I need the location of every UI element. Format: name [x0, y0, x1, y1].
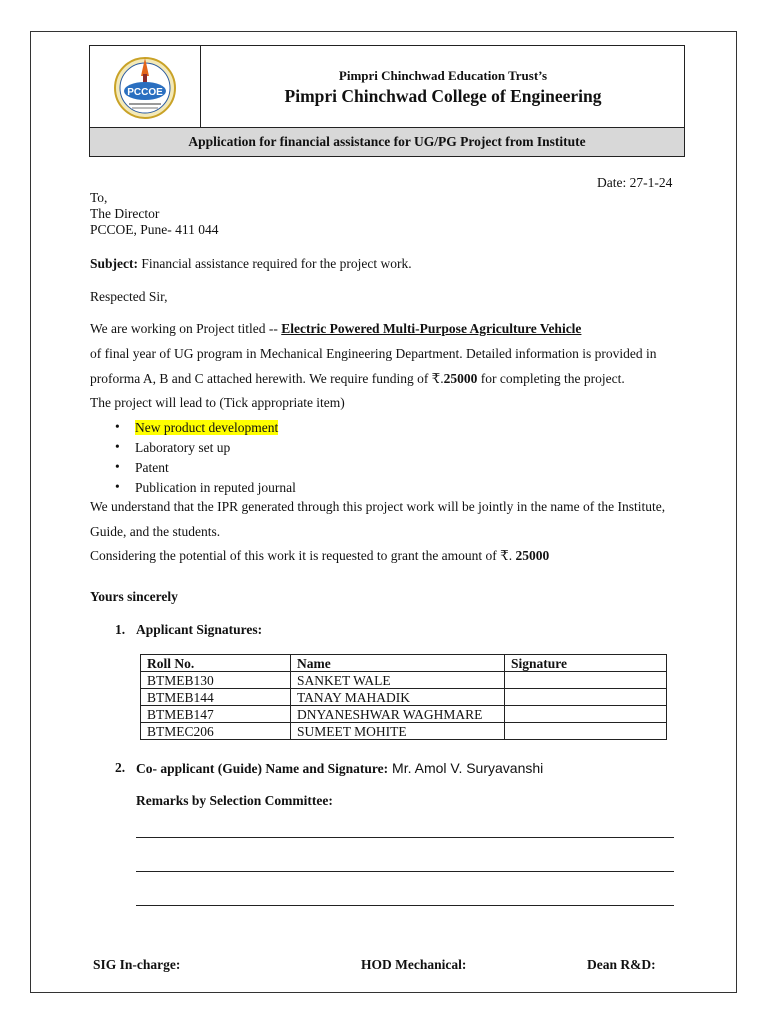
table-row: [141, 689, 667, 706]
hod-label: HOD Mechanical:: [361, 957, 467, 972]
remarks-line[interactable]: [136, 837, 674, 838]
remarks-line[interactable]: [136, 871, 674, 872]
to-line: To,: [90, 190, 108, 205]
table-row: [141, 706, 667, 723]
list-item: Publication in reputed journal: [135, 480, 296, 495]
recipient: The Director: [90, 206, 160, 221]
closing: Yours sincerely: [90, 589, 178, 604]
para1-line1: [90, 321, 581, 337]
guide-line: [136, 760, 543, 777]
subject-line: [90, 256, 412, 272]
college-logo-icon: [89, 46, 199, 126]
subject-label: Subject:: [90, 256, 138, 271]
lead-to-line: The project will lead to (Tick appropriate item): [90, 395, 345, 410]
table-row: [141, 672, 667, 689]
guide-number: 2.: [115, 760, 126, 775]
request-line: [90, 548, 549, 564]
guide-label: Co- applicant (Guide) Name and Signature:: [136, 761, 389, 776]
para1-line2: of final year of UG program in Mechanical Engineering Department. Detailed information is provided in: [90, 346, 657, 361]
project-title: Electric Powered Multi-Purpose Agriculture Vehicle: [281, 321, 582, 336]
column-header: Name: [291, 655, 505, 672]
form-title: Application for financial assistance for UG/PG Project from Institute: [89, 127, 685, 157]
request-prefix: Considering the potential of this work it is requested to grant the amount of ₹.: [90, 548, 516, 563]
sig-incharge-label: SIG In-charge:: [93, 957, 181, 972]
signature-cell[interactable]: [505, 706, 667, 723]
applicants-number: 1.: [115, 622, 126, 637]
name-cell: SUMEET MOHITE: [291, 723, 505, 740]
para1-line3-prefix: proforma A, B and C attached herewith. We require funding of ₹.: [90, 371, 444, 386]
request-amount: 25000: [515, 548, 550, 563]
ipr-line1: We understand that the IPR generated through this project work will be jointly in the name of the Institute,: [90, 499, 666, 514]
roll-no-cell: BTMEB144: [141, 689, 291, 706]
remarks-label: Remarks by Selection Committee:: [136, 793, 333, 808]
para1-line3-suffix: for completing the project.: [477, 371, 625, 386]
applicants-table: [140, 654, 667, 740]
bullet-icon: •: [115, 459, 120, 474]
signature-cell[interactable]: [505, 672, 667, 689]
remarks-line[interactable]: [136, 905, 674, 906]
name-cell: SANKET WALE: [291, 672, 505, 689]
list-item: [135, 420, 278, 436]
name-cell: DNYANESHWAR WAGHMARE: [291, 706, 505, 723]
college-name: Pimpri Chinchwad College of Engineering: [284, 86, 602, 106]
roll-no-cell: BTMEB147: [141, 706, 291, 723]
subject-text: Financial assistance required for the project work.: [138, 256, 412, 271]
bullet-icon: •: [115, 479, 120, 494]
list-item: Patent: [135, 460, 169, 475]
recipient-address: PCCOE, Pune- 411 044: [90, 222, 219, 237]
applicants-heading: Applicant Signatures:: [136, 622, 263, 637]
guide-name: Mr. Amol V. Suryavanshi: [388, 760, 544, 776]
table-row: [141, 723, 667, 740]
bullet-icon: •: [115, 419, 120, 434]
roll-no-cell: BTMEC206: [141, 723, 291, 740]
name-cell: TANAY MAHADIK: [291, 689, 505, 706]
logo-cell: [89, 45, 201, 128]
date: Date: 27-1-24: [597, 175, 673, 190]
signature-cell[interactable]: [505, 723, 667, 740]
table-header-row: [141, 655, 667, 672]
bullet-icon: •: [115, 439, 120, 454]
salutation: Respected Sir,: [90, 289, 168, 304]
column-header: Roll No.: [141, 655, 291, 672]
roll-no-cell: BTMEB130: [141, 672, 291, 689]
signature-cell[interactable]: [505, 689, 667, 706]
column-header: Signature: [505, 655, 667, 672]
para1-prefix: We are working on Project titled --: [90, 321, 282, 336]
trust-name: Pimpri Chinchwad Education Trust’s: [338, 68, 548, 83]
logo-text: PCCOE: [127, 87, 163, 98]
para1-line3: [90, 371, 625, 387]
dean-label: Dean R&D:: [587, 957, 656, 972]
list-item-highlighted: New product development: [135, 420, 279, 435]
funding-amount: 25000: [443, 371, 478, 386]
list-item: Laboratory set up: [135, 440, 231, 455]
ipr-line2: Guide, and the students.: [90, 524, 221, 539]
